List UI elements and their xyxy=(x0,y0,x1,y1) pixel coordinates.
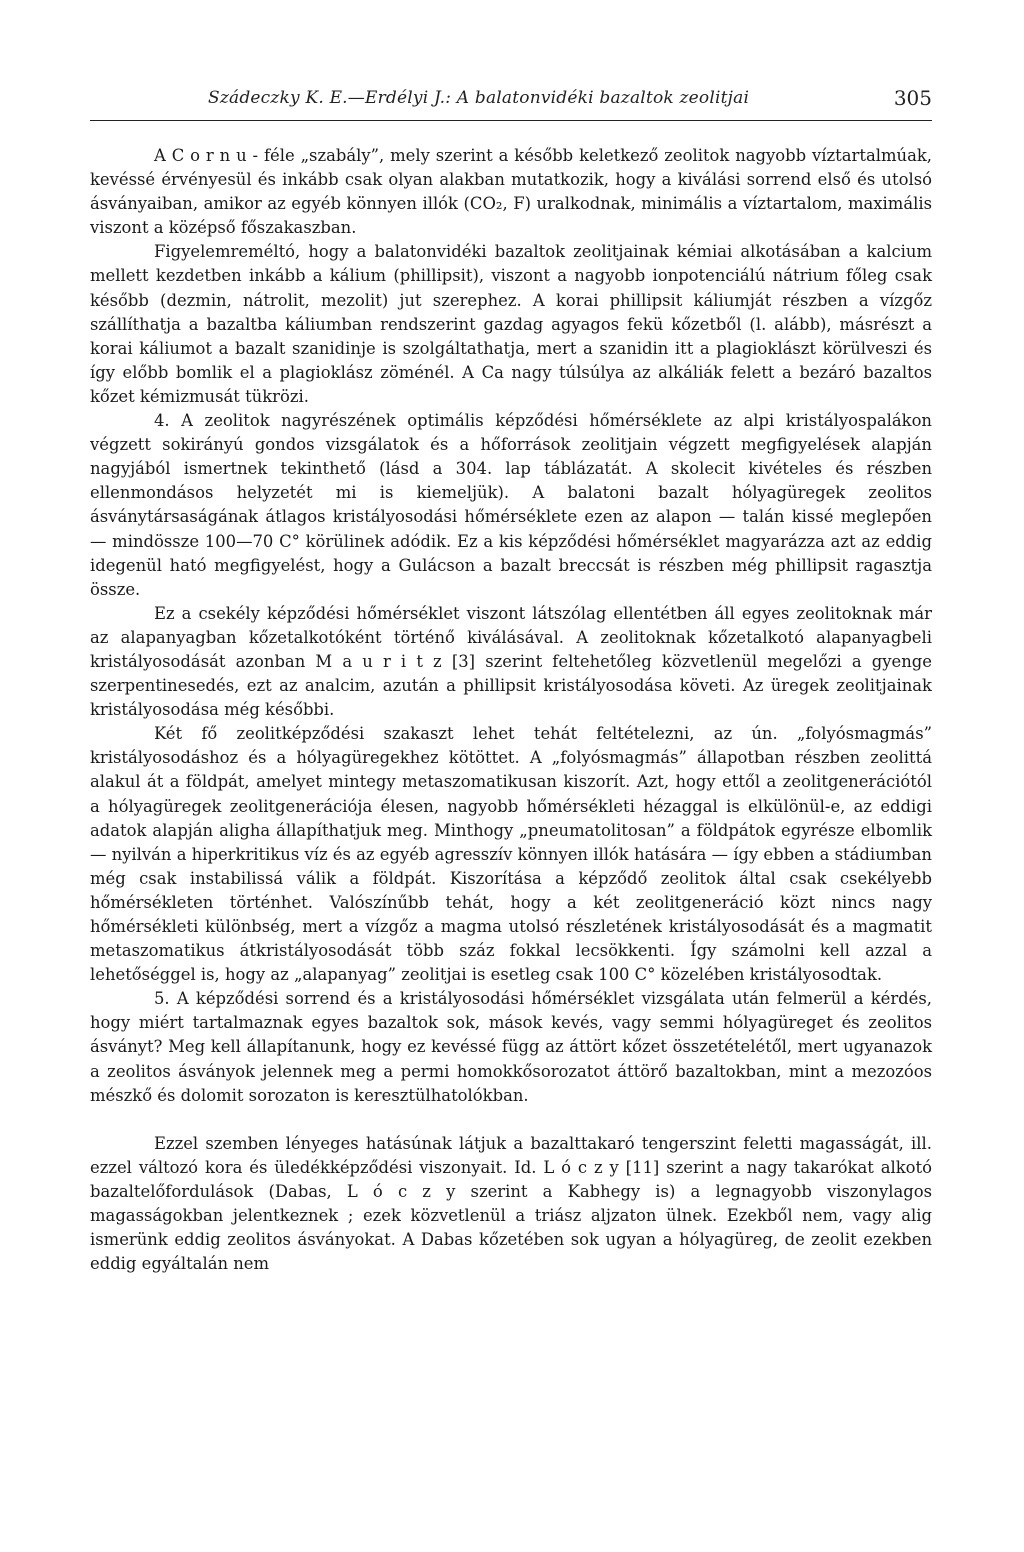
article-body xyxy=(90,144,932,1276)
paragraph: Két fő zeolitképződési szakaszt lehet tehát feltételezni, az ún. „folyósmagmás” kristályosodáshoz és a hólyagüregekhez kötöttet. A „folyósmagmás” állapotban részben zeolittá alakul át a földpát, amelyet mintegy metaszomatikusan kiszorít. Azt, hogy ettől a zeolitgenerációtól a hólyagüregek zeolitgenerációja élesen, nagyobb hőmérsékleti hézaggal is elkülönül-e, az eddigi adatok alapján aligha állapíthatjuk meg. Minthogy „pneumatolitosan” a földpátok egyrésze elbomlik — nyilván a hiperkritikus víz és az egyéb agresszív könnyen illók hatására — így ebben a stádiumban még csak instabilissá válik a földpát. Kiszorítása a képződő zeolitok által csak csekélyebb hőmérsékleten történhet. Valószínűbb tehát, hogy a két zeolitgeneráció közt nincs nagy hőmérsékleti különbség, mert a vízgőz a magma utolsó részletének kristályosodását és a magmatit metaszomatikus átkristályosodását több száz fokkal lecsökkenti. Így számolni kell azzal a lehetőséggel is, hogy az „alapanyag” zeolitjai is esetleg csak 100 C° közelében kristályosodtak. xyxy=(90,724,932,985)
paragraph: Figyelemreméltó, hogy a balatonvidéki bazaltok zeolitjainak kémiai alkotásában a kalcium mellett kezdetben inkább a kálium (phillipsit), viszont a nagyobb ionpotenciálú nátrium főleg csak később (dezmin, nátrolit, mezolit) jut szerephez. A korai phillipsit káliumját részben a vízgőz szállíthatja a bazaltba káliumban rendszerint gazdag agyagos fekü kőzetből (l. alább), másrészt a korai káliumot a bazalt szanidinje is szolgáltathatja, mert a szanidin itt a plagioklászt körülveszi és így előbb bomlik el a plagioklász zöménél. A Ca nagy túlsúlya az alkáliák felett a bezáró bazaltos kőzet kémizmusát tükrözi. xyxy=(90,242,932,406)
paragraph: Ez a csekély képződési hőmérséklet viszont látszólag ellentétben áll egyes zeolitoknak már az alapanyagban kőzetalkotóként történő kiválásával. A zeolitoknak kőzetalkotó alapanyagbeli kristályosodását azonban M a u r i t z [3] szerint feltehetőleg közvetlenül megelőzi a gyenge szerpentinesedés, ezt az analcim, azután a phillipsit kristályosodása követi. Az üregek zeolitjainak kristályosodása még későbbi. xyxy=(90,603,932,720)
paragraph: Ezzel szemben lényeges hatásúnak látjuk a bazalttakaró tengerszint feletti magasságát, ill. ezzel változó kora és üledékképződési viszonyait. Id. L ó c z y [11] szerint a nagy takarókat alkotó bazaltelőfordulások (Dabas, L ó c z y szerint a Kabhegy is) a legnagyobb viszonylagos magasságokban jelentkeznek ; ezek közvetlenül a triász aljzaton ülnek. Ezekből nem, vagy alig ismerünk eddig zeolitos ásványokat. A Dabas kőzetében sok ugyan a hólyagüreg, de zeolit ezekben eddig egyáltalán nem xyxy=(90,1133,932,1274)
running-head: Szádeczky K. E.—Erdélyi J.: A balatonvidéki bazaltok zeolitjai xyxy=(208,88,750,108)
paragraph: A C o r n u - féle „szabály”, mely szerint a később keletkező zeolitok nagyobb víztartalmúak, kevéssé érvényesül és inkább csak olyan alakban mutatkozik, hogy a kiválási sorrend első és utolsó ásványaiban, amikor az egyéb könnyen illók (CO₂, F) uralkodnak, minimális a víztartalom, maximális viszont a középső főszakaszban. xyxy=(90,146,932,238)
page-number: 305 xyxy=(893,86,932,110)
paragraph: 5. A képződési sorrend és a kristályosodási hőmérséklet vizsgálata után felmerül a kérdés, hogy miért tartalmaznak egyes bazaltok sok, mások kevés, vagy semmi hólyagüreget és zeolitos ásványt? Meg kell állapítanunk, hogy ez kevéssé függ az áttört kőzet összetételétől, mert ugyanazok a zeolitos ásványok jelennek meg a permi homokkősorozatot áttörő bazaltokban, mint a mezozóos mészkő és dolomit sorozaton is keresztülhatolókban. xyxy=(90,989,932,1105)
paragraph: 4. A zeolitok nagyrészének optimális képződési hőmérséklete az alpi kristályospalákon végzett sokirányú gondos vizsgálatok és a hőforrások zeolitjain végzett megfigyelések alapján nagyjából ismertnek tekinthető (lásd a 304. lap táblázatát. A skolecit kivételes és részben ellenmondásos helyzetét mi is kiemeljük). A balatoni bazalt hólyagüregek zeolitos ásványtársaságának átlagos kristályosodási hőmérséklete ezen az alapon — talán kissé meglepően — mindössze 100—70 C° körülinek adódik. Ez a kis képződési hőmérséklet magyarázza azt az eddig idegenül ható megfigyelést, hogy a Gulácson a bazalt breccsát is részben még phillipsit ragasztja össze. xyxy=(90,411,932,599)
page-header xyxy=(90,86,932,121)
